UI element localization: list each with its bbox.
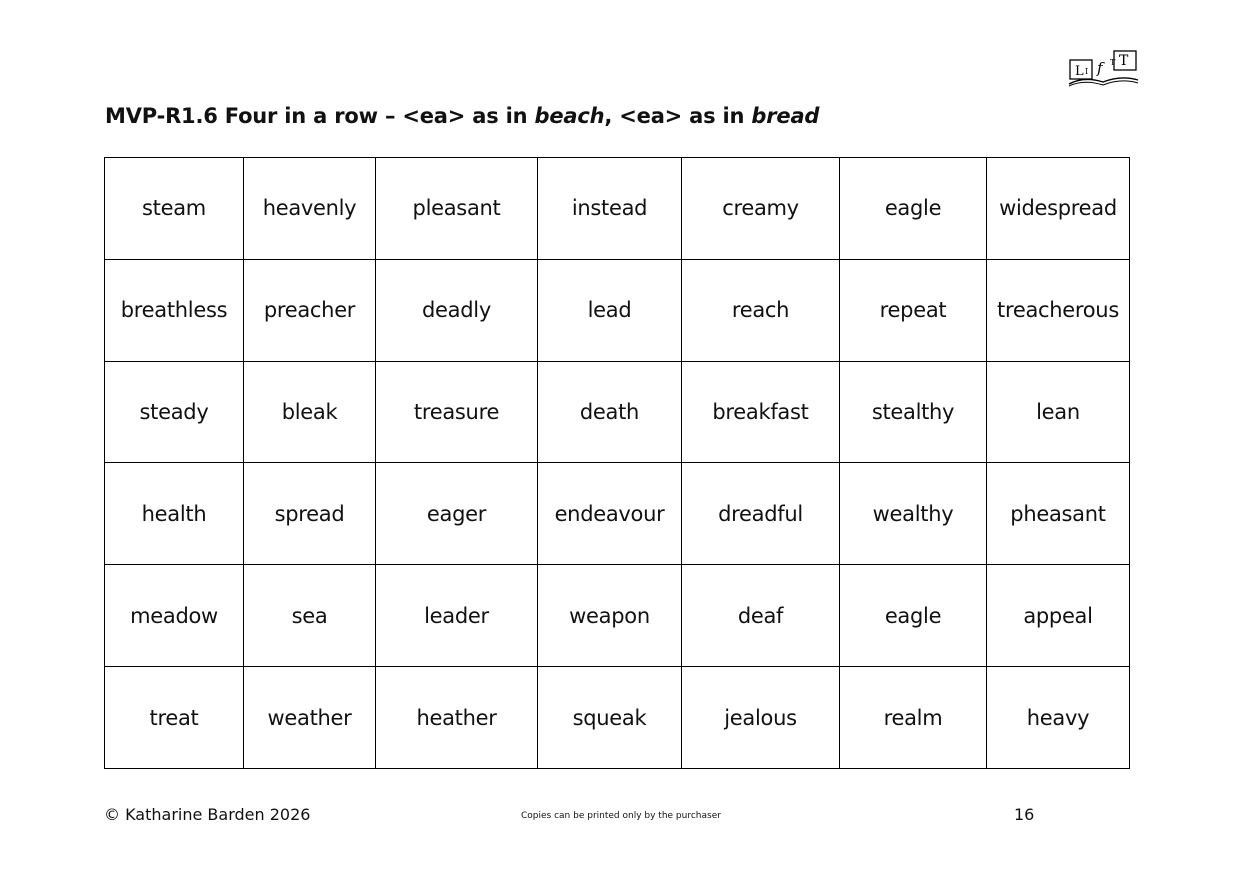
grid-row [105, 259, 1130, 361]
grid-row [105, 667, 1130, 769]
grid-cell: health [105, 463, 244, 565]
logo-letter: I [1085, 67, 1089, 76]
grid-cell: heather [376, 667, 538, 769]
grid-cell: steam [105, 158, 244, 260]
grid-row [105, 565, 1130, 667]
grid-cell: breathless [105, 259, 244, 361]
grid-cell: eagle [840, 565, 987, 667]
grid-cell: steady [105, 361, 244, 463]
grid-cell: endeavour [538, 463, 682, 565]
grid-cell: deaf [682, 565, 840, 667]
grid-cell: widespread [987, 158, 1130, 260]
page-number: 16 [1014, 805, 1035, 824]
grid-cell: meadow [105, 565, 244, 667]
grid-cell: creamy [682, 158, 840, 260]
grid-cell: deadly [376, 259, 538, 361]
title-middle: , <ea> as in [604, 104, 752, 128]
grid-cell: reach [682, 259, 840, 361]
grid-cell: lead [538, 259, 682, 361]
grid-cell: appeal [987, 565, 1130, 667]
grid-row [105, 463, 1130, 565]
grid-cell: squeak [538, 667, 682, 769]
grid-cell: death [538, 361, 682, 463]
grid-cell: heavenly [244, 158, 376, 260]
word-grid [104, 157, 1130, 769]
logo-letter: f [1097, 59, 1103, 77]
grid-cell: pheasant [987, 463, 1130, 565]
grid-row [105, 158, 1130, 260]
grid-cell: treasure [376, 361, 538, 463]
grid-cell: weapon [538, 565, 682, 667]
title-word-bread: bread [751, 104, 820, 128]
page-title [105, 104, 819, 128]
grid-cell: lean [987, 361, 1130, 463]
logo-letter: T [1110, 58, 1116, 67]
grid-cell: leader [376, 565, 538, 667]
grid-cell: instead [538, 158, 682, 260]
print-notice: Copies can be printed only by the purchaser [521, 811, 721, 821]
grid-cell: spread [244, 463, 376, 565]
grid-cell: bleak [244, 361, 376, 463]
logo-letter: L [1075, 64, 1084, 79]
grid-cell: treat [105, 667, 244, 769]
grid-cell: sea [244, 565, 376, 667]
title-word-beach: beach [534, 104, 605, 128]
grid-cell: weather [244, 667, 376, 769]
grid-cell: jealous [682, 667, 840, 769]
grid-cell: realm [840, 667, 987, 769]
grid-cell: dreadful [682, 463, 840, 565]
grid-cell: preacher [244, 259, 376, 361]
grid-cell: eager [376, 463, 538, 565]
logo-letter: T [1119, 53, 1129, 69]
title-prefix: MVP-R1.6 Four in a row – <ea> as in [105, 104, 535, 128]
copyright-text: © Katharine Barden 2026 [104, 805, 311, 824]
grid-cell: wealthy [840, 463, 987, 565]
grid-cell: heavy [987, 667, 1130, 769]
lift-logo-icon [1066, 48, 1140, 88]
grid-cell: treacherous [987, 259, 1130, 361]
grid-row [105, 361, 1130, 463]
grid-cell: stealthy [840, 361, 987, 463]
grid-cell: repeat [840, 259, 987, 361]
grid-cell: breakfast [682, 361, 840, 463]
grid-cell: pleasant [376, 158, 538, 260]
grid-cell: eagle [840, 158, 987, 260]
